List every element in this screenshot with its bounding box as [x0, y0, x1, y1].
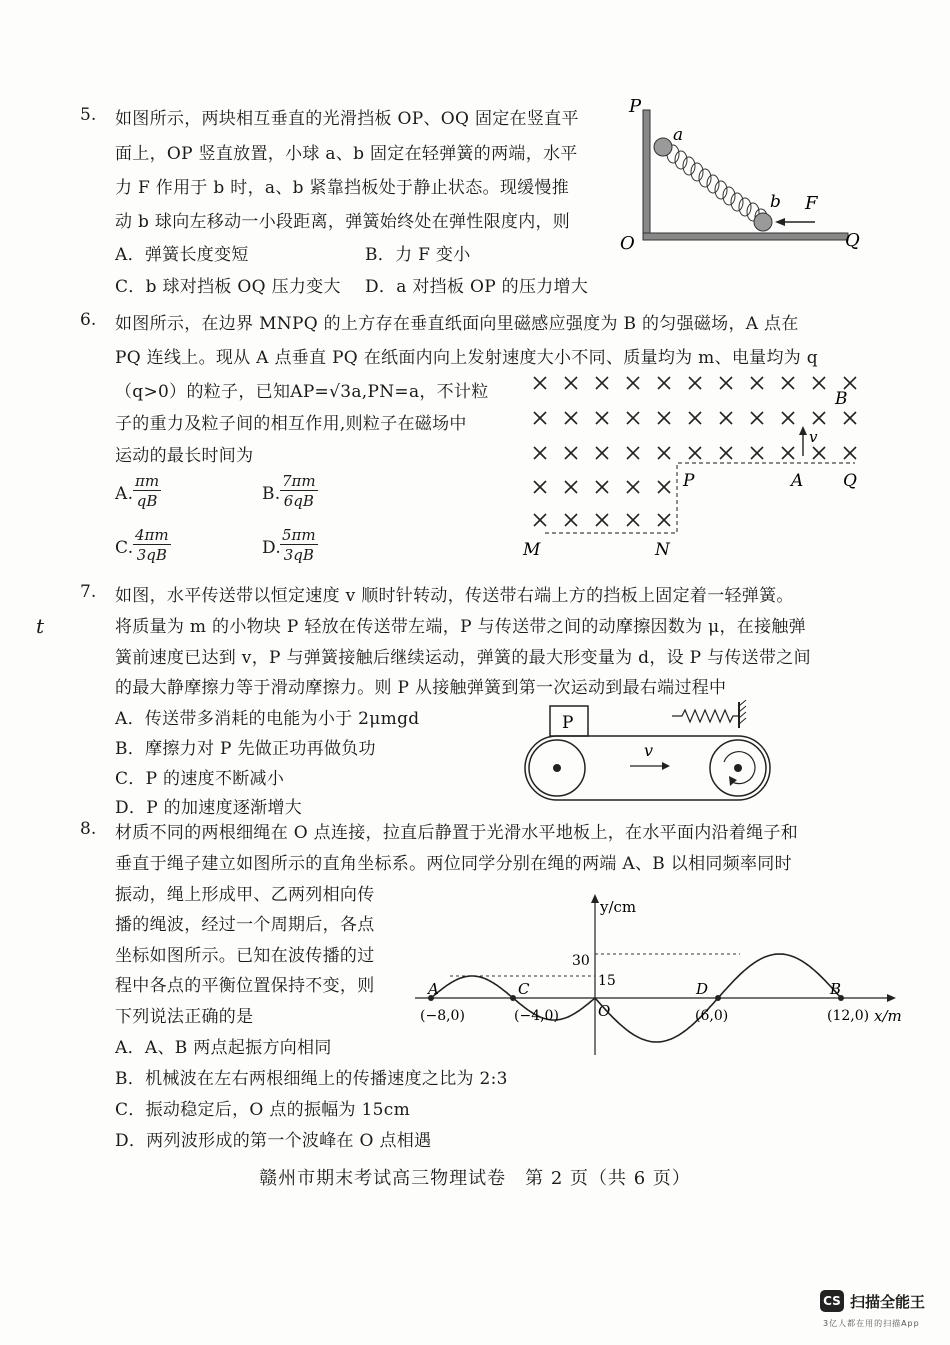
label-p: P: [683, 471, 695, 491]
q5-line-3: 力 F 作用于 b 时，a、b 紧靠挡板处于静止状态。现缓慢推: [115, 178, 570, 198]
coord-a: (−8,0): [420, 1008, 465, 1024]
point-d: [715, 995, 721, 1001]
q5-option-c: C．b 球对挡板 OQ 压力变大: [115, 277, 341, 297]
field-cross: [782, 412, 794, 424]
q8-line-6: 程中各点的平衡位置保持不变，则: [115, 976, 375, 996]
q7-number: 7.: [80, 582, 97, 602]
rotation-arrow-head: [729, 776, 737, 786]
q8-line-2: 垂直于绳子建立如图所示的直角坐标系。两位同学分别在绳的两端 A、B 以相同频率同时: [115, 854, 792, 874]
q7-line-3: 簧前速度已达到 v，P 与弹簧接触后继续运动，弹簧的最大形变量为 d，设 P 与传送带之间: [115, 648, 811, 668]
q8-line-5: 坐标如图所示。已知在波传播的过: [115, 946, 375, 966]
field-cross: [534, 377, 546, 389]
q7-margin-mark: t: [36, 614, 45, 638]
field-cross: [813, 412, 825, 424]
q8-number: 8.: [80, 819, 97, 839]
field-cross: [565, 412, 577, 424]
field-cross: [565, 447, 577, 459]
ball-b: [754, 213, 772, 231]
field-cross: [596, 377, 608, 389]
q6-option-c-num: 4πm: [135, 526, 169, 544]
q8-line-1: 材质不同的两根细绳在 O 点连接，拉直后静置于光滑水平地板上，在水平面内沿着绳子和: [115, 823, 799, 843]
label-q: Q: [843, 471, 857, 491]
field-cross: [720, 412, 732, 424]
field-cross: [844, 377, 856, 389]
q6-option-a-label: A.: [115, 484, 134, 504]
field-cross: [534, 514, 546, 526]
point-c: [510, 995, 516, 1001]
y-tick-15: 15: [598, 973, 616, 989]
label-o: O: [620, 233, 635, 254]
coord-c: (−4,0): [514, 1008, 559, 1024]
label-n: N: [655, 540, 670, 560]
field-cross: [658, 447, 670, 459]
field-cross: [627, 377, 639, 389]
q7-option-a: A．传送带多消耗的电能为小于 2μmgd: [115, 709, 420, 729]
field-cross: [813, 447, 825, 459]
label-q: Q: [845, 230, 860, 251]
q5-line-2: 面上，OP 竖直放置，小球 a、b 固定在轻弹簧的两端，水平: [115, 144, 578, 164]
q6-figure: [515, 368, 875, 568]
wall-hatch: [739, 700, 746, 724]
spring: [667, 145, 767, 225]
label-f: F: [805, 193, 818, 214]
plate-op: [643, 110, 650, 240]
field-cross: [813, 377, 825, 389]
spring: [672, 710, 738, 722]
q7-line-2: 将质量为 m 的小物块 P 轻放在传送带左端，P 与传送带之间的动摩擦因数为 μ，在接触弹: [115, 617, 806, 637]
field-cross: [565, 481, 577, 493]
q6-line-4: 子的重力及粒子间的相互作用,则粒子在磁场中: [115, 414, 467, 434]
q8-option-d: D．两列波形成的第一个波峰在 O 点相遇: [115, 1131, 432, 1151]
q7-line-1: 如图，水平传送带以恒定速度 v 顺时针转动，传送带右端上方的挡板上固定着一轻弹簧。: [115, 586, 794, 606]
left-pulley-axle: [553, 764, 561, 772]
field-cross: [596, 481, 608, 493]
field-cross: [658, 377, 670, 389]
plate-oq: [643, 233, 848, 240]
field-cross: [534, 481, 546, 493]
q6-option-d-label: D.: [262, 538, 282, 558]
ball-a: [654, 138, 672, 156]
camscanner-name: 扫描全能王: [850, 1293, 926, 1311]
label-p: P: [629, 96, 642, 117]
q6-option-b-den: 6qB: [283, 492, 314, 510]
field-cross: [751, 377, 763, 389]
q6-option-a-num: πm: [135, 472, 160, 490]
q6-option-a-fraction: [133, 472, 161, 511]
label-a: a: [673, 125, 684, 145]
q6-option-a-den: qB: [136, 492, 158, 510]
field-cross: [565, 377, 577, 389]
q6-option-c-label: C.: [115, 538, 134, 558]
y-tick-30: 30: [572, 953, 590, 969]
q6-option-b-num: 7πm: [282, 472, 316, 490]
q8-option-b: B．机械波在左右两根细绳上的传播速度之比为 2:3: [115, 1069, 508, 1089]
q6-option-d-den: 3qB: [283, 546, 314, 564]
field-cross: [782, 447, 794, 459]
velocity-arrow-head: [799, 426, 807, 435]
q7-line-4: 的最大静摩擦力等于滑动摩擦力。则 P 从接触弹簧到第一次运动到最右端过程中: [115, 678, 727, 698]
label-d: D: [696, 980, 709, 998]
q7-option-b: B．摩擦力对 P 先做正功再做负功: [115, 739, 376, 759]
label-b: b: [770, 192, 781, 212]
q6-option-d-fraction: [280, 526, 318, 565]
label-m: M: [523, 540, 541, 560]
q8-line-4: 播的绳波，经过一个周期后，各点: [115, 915, 375, 935]
q6-option-b-label: B.: [262, 484, 281, 504]
right-pulley-axle: [734, 764, 742, 772]
field-cross: [627, 412, 639, 424]
label-b: B: [835, 389, 848, 409]
label-b: B: [830, 980, 842, 998]
q5-number: 5.: [80, 105, 97, 125]
q8-option-c: C．振动稳定后，O 点的振幅为 15cm: [115, 1100, 411, 1120]
field-cross: [689, 377, 701, 389]
q6-option-c-fraction: [133, 526, 171, 565]
q8-figure: [410, 890, 910, 1060]
field-cross: [565, 514, 577, 526]
q8-option-a: A．A、B 两点起振方向相同: [115, 1038, 332, 1058]
q8-line-3: 振动，绳上形成甲、乙两列相向传: [115, 885, 375, 905]
field-cross: [627, 447, 639, 459]
q6-option-c-den: 3qB: [136, 546, 167, 564]
q5-option-d: D．a 对挡板 OP 的压力增大: [365, 277, 589, 297]
field-cross: [596, 514, 608, 526]
q6-line-3: （q>0）的粒子，已知AP=√3a,PN=a，不计粒: [115, 382, 489, 402]
q6-line-5: 运动的最长时间为: [115, 446, 254, 466]
field-cross: [782, 377, 794, 389]
camscanner-subtitle: 3亿人都在用的扫描App: [823, 1319, 920, 1328]
page-footer: 赣州市期末考试高三物理试卷 第 2 页（共 6 页）: [259, 1168, 691, 1189]
field-cross: [720, 377, 732, 389]
magnetic-field-crosses: [534, 377, 856, 526]
q5-option-a: A．弹簧长度变短: [115, 245, 249, 265]
label-p: P: [562, 713, 574, 733]
coord-b: (12,0): [827, 1008, 870, 1024]
field-cross: [689, 447, 701, 459]
field-cross: [596, 447, 608, 459]
x-axis-arrow: [887, 994, 896, 1002]
q6-option-d-num: 5πm: [282, 526, 316, 544]
q8-line-7: 下列说法正确的是: [115, 1007, 254, 1027]
q5-option-b: B．力 F 变小: [365, 245, 471, 265]
field-cross: [844, 447, 856, 459]
label-c: C: [518, 980, 530, 998]
field-cross: [844, 412, 856, 424]
q5-figure: [615, 92, 875, 262]
velocity-arrow-head: [662, 762, 670, 770]
y-axis-arrow: [591, 894, 599, 903]
field-cross: [751, 447, 763, 459]
field-cross: [596, 412, 608, 424]
y-axis-label: y/cm: [600, 898, 637, 916]
camscanner-logo: CS: [820, 1290, 844, 1312]
origin-label: O: [598, 1002, 611, 1020]
label-v: v: [644, 741, 654, 760]
q6-option-b-fraction: [280, 472, 318, 511]
field-cross: [689, 412, 701, 424]
label-v: v: [809, 428, 818, 446]
q7-figure: [520, 700, 805, 805]
q5-line-1: 如图所示，两块相互垂直的光滑挡板 OP、OQ 固定在竖直平: [115, 109, 579, 129]
q6-number: 6.: [80, 310, 97, 330]
field-cross: [534, 412, 546, 424]
field-cross: [627, 481, 639, 493]
field-cross: [720, 447, 732, 459]
label-a: A: [428, 980, 439, 998]
field-cross: [658, 412, 670, 424]
q7-option-c: C．P 的速度不断减小: [115, 769, 285, 789]
field-cross: [658, 514, 670, 526]
field-cross: [658, 481, 670, 493]
q6-line-2: PQ 连线上。现从 A 点垂直 PQ 在纸面内向上发射速度大小不同、质量均为 m、电量均为 q: [115, 348, 818, 368]
force-arrow-head: [775, 218, 785, 226]
q5-line-4: 动 b 球向左移动一小段距离，弹簧始终处在弹性限度内，则: [115, 212, 571, 232]
q6-line-1: 如图所示，在边界 MNPQ 的上方存在垂直纸面向里磁感应强度为 B 的匀强磁场，A 点在: [115, 314, 799, 334]
coord-d: (6,0): [695, 1008, 729, 1024]
label-a: A: [791, 471, 804, 491]
field-cross: [627, 514, 639, 526]
x-axis-label: x/m: [874, 1007, 902, 1025]
field-cross: [751, 412, 763, 424]
q7-option-d: D．P 的加速度逐渐增大: [115, 798, 303, 818]
field-cross: [534, 447, 546, 459]
boundary-mnpq: [545, 463, 855, 533]
